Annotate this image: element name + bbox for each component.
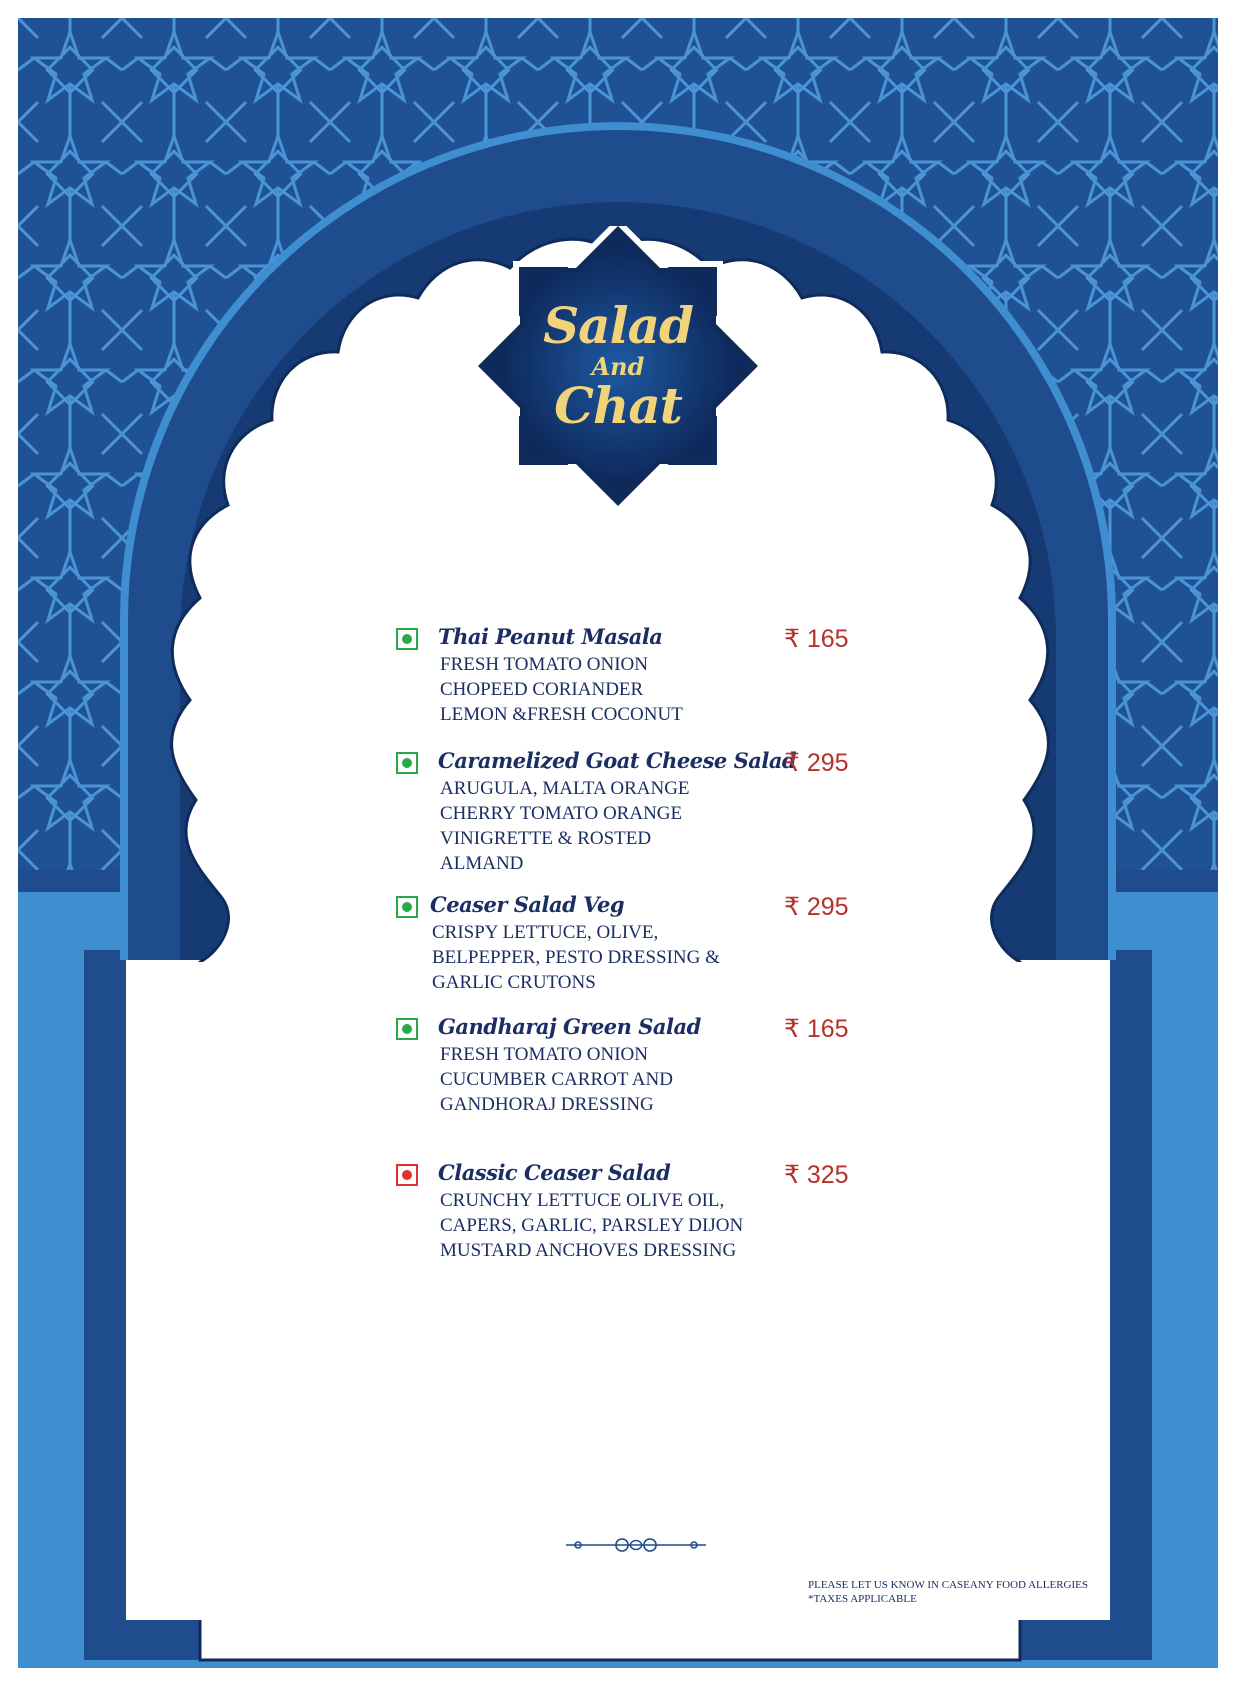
tax-note: *TAXES APPLICABLE	[808, 1593, 917, 1605]
item-price: ₹ 165	[784, 625, 849, 653]
divider-ornament-icon	[556, 1535, 716, 1555]
item-name: Classic Ceaser Salad	[438, 1160, 671, 1185]
badge-title-salad: Salad	[543, 296, 693, 355]
item-price: ₹ 325	[784, 1161, 849, 1189]
item-price: ₹ 165	[784, 1015, 849, 1043]
non-veg-icon	[396, 1164, 418, 1186]
item-name: Ceaser Salad Veg	[430, 892, 625, 917]
item-description: FRESH TOMATO ONION CUCUMBER CARROT AND GANDHORAJ DRESSING	[440, 1044, 673, 1115]
item-price: ₹ 295	[784, 893, 849, 921]
veg-icon	[396, 1018, 418, 1040]
item-price: ₹ 295	[784, 749, 849, 777]
item-description: CRISPY LETTUCE, OLIVE, BELPEPPER, PESTO DRESSING & GARLIC CRUTONS	[432, 922, 720, 993]
veg-icon	[396, 896, 418, 918]
item-description: CRUNCHY LETTUCE OLIVE OIL, CAPERS, GARLIC, PARSLEY DIJON MUSTARD ANCHOVES DRESSING	[440, 1190, 744, 1261]
badge-title-and: And	[591, 352, 645, 381]
veg-icon	[396, 628, 418, 650]
item-name: Gandharaj Green Salad	[438, 1014, 701, 1039]
footer-notes	[808, 1578, 1108, 1606]
allergy-note: PLEASE LET US KNOW IN CASEANY FOOD ALLERGIES	[808, 1579, 1088, 1591]
badge-title-chat: Chat	[554, 376, 682, 435]
item-description: ARUGULA, MALTA ORANGE CHERRY TOMATO ORANGE VINIGRETTE & ROSTED ALMAND	[440, 778, 690, 874]
item-name: Thai Peanut Masala	[438, 624, 663, 649]
item-description: FRESH TOMATO ONION CHOPEED CORIANDER LEMON &FRESH COCONUT	[440, 654, 683, 725]
veg-icon	[396, 752, 418, 774]
item-name: Caramelized Goat Cheese Salad	[438, 748, 797, 773]
